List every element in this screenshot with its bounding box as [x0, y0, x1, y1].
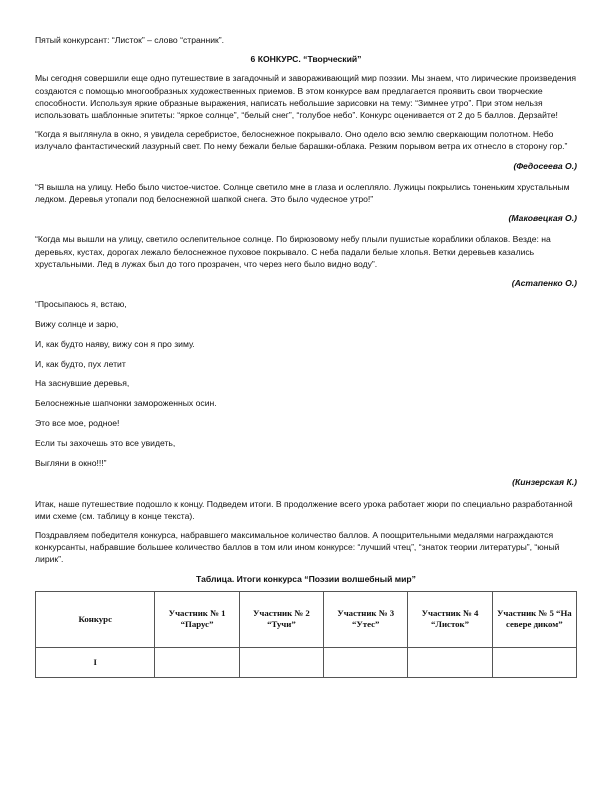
table-header-cell: Участник № 1 “Парус”: [155, 591, 239, 647]
table-cell: [155, 647, 239, 677]
document-page: [35, 34, 577, 678]
sketch-text: “Я вышла на улицу. Небо было чистое-чистое. Солнце светило мне в глаза и ослепляло. Лужицы покрылись тоненьким хрустальным ледком. Деревья утопали под белоснежной шапкой снега. Это было чудесное утро!”: [35, 181, 570, 205]
table-cell: [408, 647, 492, 677]
sketch-author: (Федосеева О.): [513, 160, 577, 171]
poem-line: Вижу солнце и зарю,: [35, 319, 119, 330]
table-header-cell: Участник № 2 “Тучи”: [239, 591, 323, 647]
poem-line: И, как будто наяву, вижу сон я про зиму.: [35, 338, 195, 349]
table-header-cell: Участник № 5 “На севере диком”: [492, 591, 576, 647]
table-cell: [492, 647, 576, 677]
sketch-author: (Астапенко О.): [511, 278, 577, 289]
table-cell: [324, 647, 408, 677]
poem: [35, 298, 577, 469]
poem-line: На заснувшие деревья,: [35, 378, 130, 389]
poem-line: Если ты захочешь это все увидеть,: [35, 437, 176, 448]
sketch-author: (Маковецкая О.): [508, 213, 577, 224]
table-header-row: [36, 591, 577, 647]
poem-author: (Кинзерская К.): [512, 477, 577, 488]
contest-description: Мы сегодня совершили еще одно путешествие в загадочный и завораживающий мир поэзии. Мы знаем, что лирические произведения создаются с помощью многообразных художественных приемов. В этом конкурсе вам предлагается проявить свои творческие способности. Используя яркие образные выражения, написать небольшие зарисовки на тему: “Зимнее утро”. При этом нельзя использовать шаблонные эпитеты: “яркое солнце”, “белый снег”, “голубое небо”. Конкурс оценивается от 2 до 5 баллов. Дерзайте!: [35, 73, 577, 121]
poem-line: Выгляни в окно!!!”: [35, 457, 107, 468]
contest-heading: 6 КОНКУРС. “Творческий”: [250, 54, 362, 65]
sketch-text: “Когда мы вышли на улицу, светило ослепительное солнце. По бирюзовому небу плыли пушистые кораблики облаков. Везде: на деревьях, кустах, дорогах лежало белоснежное пуховое покрывало. С неба падали белые хлопья. Ветки деревьев казались хрустальными. Лед в лужах был до того прозрачен, что через него было видно воду”.: [35, 234, 551, 269]
poem-line: Белоснежные шапчонки замороженных осин.: [35, 398, 217, 409]
poem-line: Это все мое, родное!: [35, 418, 120, 429]
summary-paragraph: Итак, наше путешествие подошло к концу. Подведем итоги. В продолжение всего урока работает жюри по специально разработанной ими схеме (см. таблицу в конце текста).: [35, 498, 573, 521]
sketch-text: “Когда я выглянула в окно, я увидела серебристое, белоснежное покрывало. Оно одело всю землю сверкающим полотном. Небо излучало фантастический лазурный свет. По нему бежали белые барашки-облака. Резким порывом ветра их отнесло в сторону гор.”: [35, 129, 568, 152]
table-caption: Таблица. Итоги конкурса “Поэзии волшебный мир”: [196, 573, 416, 584]
table-row: [36, 647, 577, 677]
intro-line: Пятый конкурсант: “Листок” – слово “странник”.: [35, 35, 225, 45]
table-header-cell: Конкурс: [36, 591, 155, 647]
summary-paragraph: Поздравляем победителя конкурса, набравшего максимальное количество баллов. А поощрительными медалями награждаются конкурсанты, набравшие большее количество баллов в том или ином конкурсе: “лучший чтец”, “знаток теории литературы”, “юный лирик”.: [35, 530, 560, 565]
table-header-cell: Участник № 4 “Листок”: [408, 591, 492, 647]
poem-line: “Просыпаюсь я, встаю,: [35, 299, 127, 310]
poem-line: И, как будто, пух летит: [35, 358, 126, 369]
table-cell: [239, 647, 323, 677]
table-cell: I: [36, 647, 155, 677]
table-header-cell: Участник № 3 “Утес”: [324, 591, 408, 647]
results-table: [35, 591, 577, 678]
